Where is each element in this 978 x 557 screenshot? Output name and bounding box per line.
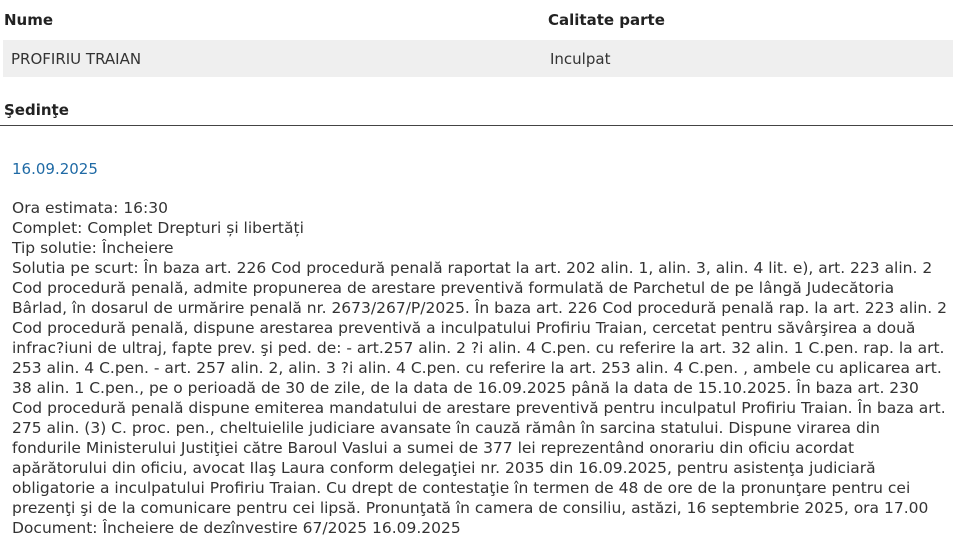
party-quality-cell: Inculpat bbox=[547, 40, 953, 77]
section-divider bbox=[0, 125, 953, 126]
session-date: 16.09.2025 bbox=[12, 160, 98, 178]
session-solution-type: Tip solutie: Încheiere bbox=[12, 239, 174, 257]
parties-header-row bbox=[3, 0, 953, 40]
party-name-cell: PROFIRIU TRAIAN bbox=[3, 40, 547, 77]
session-estimated-time: Ora estimata: 16:30 bbox=[12, 199, 168, 217]
session-panel: Complet: Complet Drepturi și libertăți bbox=[12, 219, 304, 237]
session-details bbox=[12, 198, 947, 538]
column-header-name: Nume bbox=[4, 11, 54, 29]
table-row bbox=[3, 40, 953, 77]
session-solution-summary: Solutia pe scurt: În baza art. 226 Cod procedură penală raportat la art. 202 alin. 1, alin. 3, alin. 4 lit. e), art. 223 alin. 2 Cod procedură penală, admite propunerea de arestare preventivă formulată de Parchetul de pe lângă Judecătoria Bârlad, în dosarul de urmărire penală nr. 2673/267/P/2025. În baza art. 226 Cod procedură penală rap. la art. 223 alin. 2 Cod procedură penală, dispune arestarea preventivă a inculpatului Profiriu Traian, cercetat pentru săvârşirea a două infrac?iuni de ultraj, fapte prev. şi ped. de: - art.257 alin. 2 ?i alin. 4 C.pen. cu referire la art. 32 alin. 1 C.pen. rap. la art. 253 alin. 4 C.pen. - art. 257 alin. 2, alin. 3 ?i alin. 4 C.pen. cu referire la art. 253 alin. 4 C.pen. , ambele cu aplicarea art. 38 alin. 1 C.pen., pe o perioadă de 30 de zile, de la data de 16.09.2025 până la data de 15.10.2025. În baza art. 230 Cod procedură penală dispune emiterea mandatului de arestare preventivă pentru inculpatul Profiriu Traian. În baza art. 275 alin. (3) C. proc. pen., cheltuielile judiciare avansate în cauză rămân în sarcina statului. Dispune virarea din fondurile Ministerului Justiţiei către Baroul Vaslui a sumei de 377 lei reprezentând onorariu din oficiu acordat apărătorului din oficiu, avocat Ilaş Laura conform delegaţiei nr. 2035 din 16.09.2025, pentru asistenţa judiciară obligatorie a inculpatului Profiriu Traian. Cu drept de contestaţie în termen de 48 de ore de la pronunţare pentru cei prezenţi şi de la comunicare pentru cei lipsă. Pronunţată în camera de consiliu, astăzi, 16 septembrie 2025, ora 17.00 bbox=[12, 259, 947, 517]
parties-table bbox=[3, 0, 953, 77]
column-header-quality: Calitate parte bbox=[548, 11, 665, 29]
session-document: Document: Încheiere de dezînvestire 67/2025 16.09.2025 bbox=[12, 519, 461, 537]
sessions-section-title: Şedinţe bbox=[4, 101, 69, 119]
